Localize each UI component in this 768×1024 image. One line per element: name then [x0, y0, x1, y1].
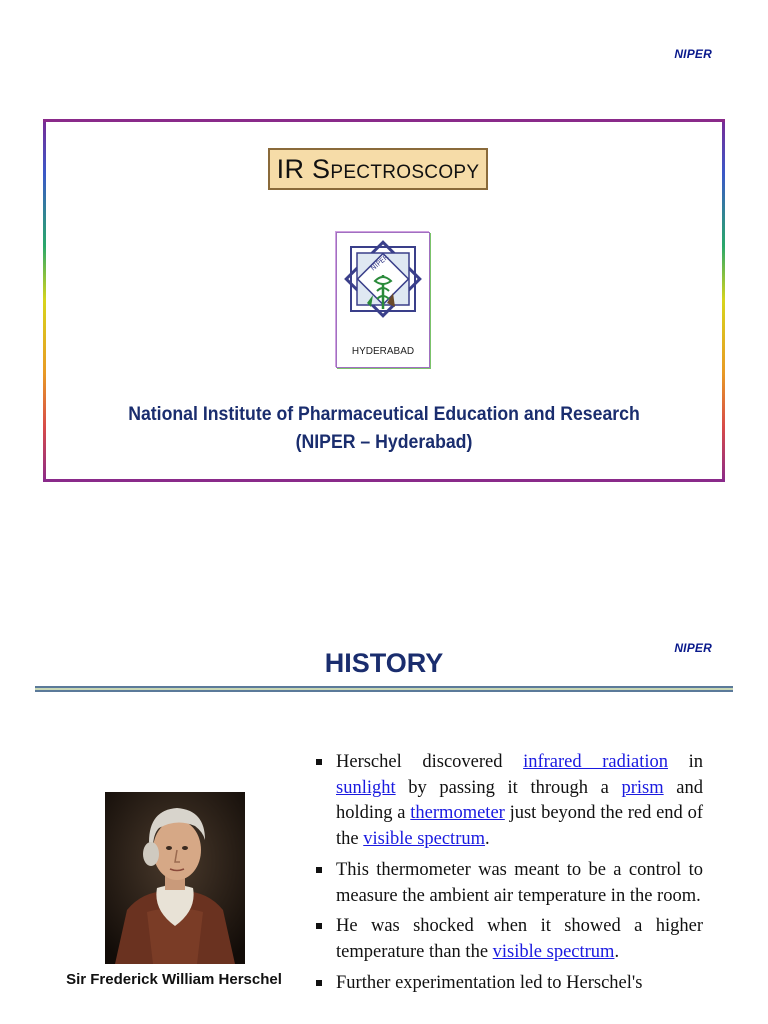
bullet-text: by passing it through a: [395, 777, 622, 798]
niper-header-tag: NIPER: [674, 641, 712, 655]
bullet-text: .: [614, 941, 620, 962]
niper-logo: [336, 232, 430, 368]
link-thermometer[interactable]: thermometer: [410, 803, 505, 824]
slide-title: IR Spectroscopy: [276, 153, 480, 184]
niper-logo-icon: [337, 233, 429, 345]
link-prism[interactable]: prism: [621, 777, 664, 798]
institute-name: National Institute of Pharmaceutical Education and Research: [128, 404, 640, 425]
logo-caption: HYDERABAD: [351, 346, 415, 357]
link-infrared-radiation[interactable]: infrared radiation: [523, 752, 668, 772]
frame-content: [46, 122, 722, 479]
list-item: [314, 750, 703, 853]
bullet-text: just beyond the red end of the: [336, 803, 703, 850]
link-visible-spectrum[interactable]: visible spectrum: [363, 829, 486, 850]
portrait-caption: Sir Frederick William Herschel: [66, 971, 282, 988]
list-item: [314, 971, 703, 997]
link-visible-spectrum[interactable]: visible spectrum: [492, 941, 615, 962]
list-item: [314, 914, 703, 965]
herschel-portrait: [105, 792, 245, 964]
bullet-text: Further experimentation led to Herschel's: [336, 972, 643, 993]
rainbow-frame: [43, 119, 725, 482]
bullet-text: .: [485, 829, 490, 850]
bullet-text: in: [668, 752, 703, 772]
bullet-text: This thermometer was meant to be a control to measure the ambient air temperature in the room.: [336, 859, 703, 906]
bullet-text: Herschel discovered: [336, 752, 524, 772]
title-box: [268, 148, 488, 190]
bullet-text: and holding a: [336, 777, 703, 824]
bullet-text: He was shocked when it showed a higher temperature than the: [336, 916, 703, 962]
history-slide: [0, 580, 768, 1024]
institute-location: (NIPER – Hyderabad): [295, 432, 473, 453]
list-item: [314, 858, 703, 909]
history-bullets: [314, 750, 703, 1001]
portrait-image: [105, 792, 245, 964]
logo-ring-text: NIPER: [369, 253, 391, 273]
niper-header-tag: NIPER: [674, 47, 712, 61]
slide-title: HISTORY: [324, 648, 444, 678]
link-sunlight[interactable]: sunlight: [336, 777, 396, 798]
title-divider: [35, 686, 733, 692]
